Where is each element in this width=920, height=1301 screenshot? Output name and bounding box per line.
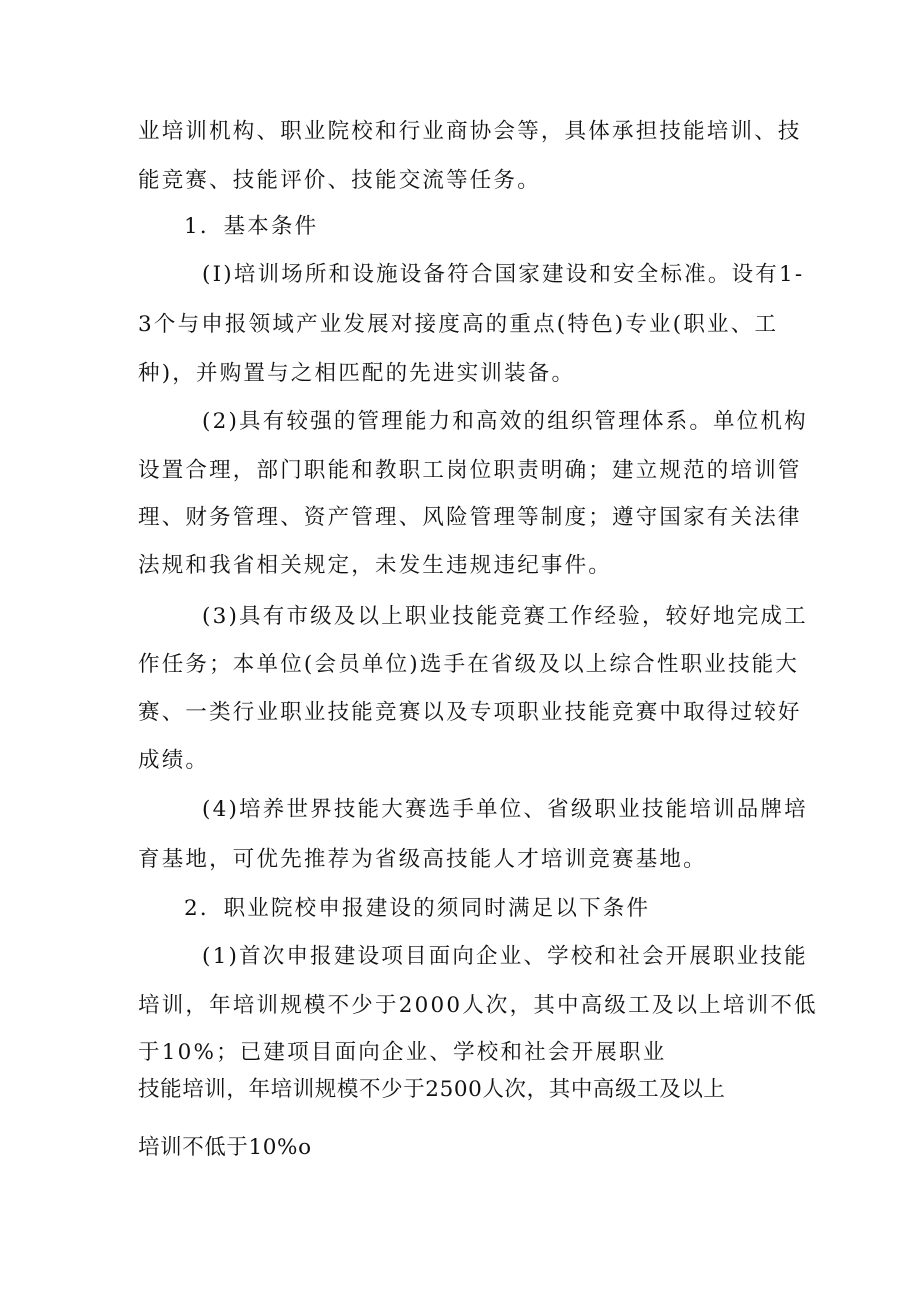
text-line: 培训不低于10%o <box>138 1135 312 1160</box>
text-line: (1)首次申报建设项目面向企业、学校和社会开展职业技能 <box>202 944 808 969</box>
section-heading: 1．基本条件 <box>184 214 319 239</box>
text-line: 赛、一类行业职业技能竞赛以及专项职业技能竞赛中取得过较好 <box>138 700 802 725</box>
text-line: 3个与申报领域产业发展对接度高的重点(特色)专业(职业、工 <box>138 312 779 337</box>
text-line: 育基地，可优先推荐为省级高技能人才培训竞赛基地。 <box>138 847 707 872</box>
text-line: 能竞赛、技能评价、技能交流等任务。 <box>138 168 541 193</box>
text-line: (4)培养世界技能大赛选手单位、省级职业技能培训品牌培 <box>202 797 808 822</box>
text-line: 理、财务管理、资产管理、风险管理等制度；遵守国家有关法律 <box>138 505 802 530</box>
text-line: 作任务；本单位(会员单位)选手在省级及以上综合性职业技能大 <box>138 652 800 677</box>
text-line: (3)具有市级及以上职业技能竞赛工作经验，较好地完成工 <box>202 604 808 629</box>
text-line: 种)，并购置与之相匹配的先进实训装备。 <box>138 361 576 386</box>
text-line: 设置合理，部门职能和教职工岗位职责明确；建立规范的培训管 <box>138 458 802 483</box>
text-line: 成绩。 <box>138 748 210 773</box>
section-heading: 2．职业院校申报建设的须同时满足以下条件 <box>184 896 651 921</box>
text-line: 培训，年培训规模不少于2000人次，其中高级工及以上培训不低 <box>138 993 818 1018</box>
text-line: 法规和我省相关规定，未发生违规违纪事件。 <box>138 553 613 578</box>
text-line: 业培训机构、职业院校和行业商协会等，具体承担技能培训、技 <box>138 119 802 144</box>
text-line: (2)具有较强的管理能力和高效的组织管理体系。单位机构 <box>202 409 808 434</box>
text-line: 于10%；已建项目面向企业、学校和社会开展职业 <box>138 1040 667 1065</box>
text-line: 技能培训，年培训规模不少于2500人次，其中高级工及以上 <box>138 1077 726 1102</box>
text-line: (I)培训场所和设施设备符合国家建设和安全标准。设有1- <box>202 262 805 287</box>
